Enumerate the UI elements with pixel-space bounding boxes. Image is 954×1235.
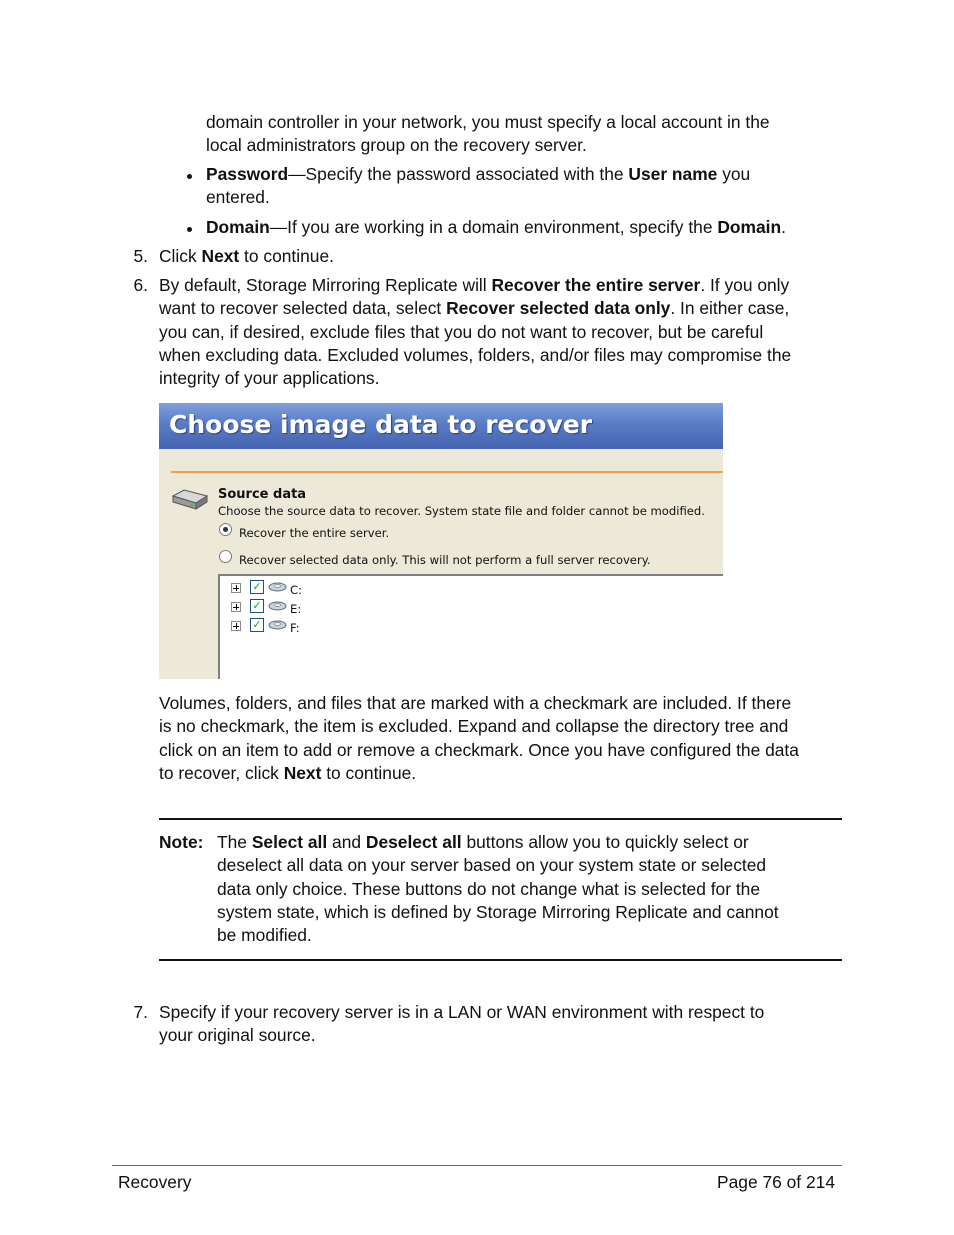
note-label: Note: — [159, 832, 204, 852]
step-6-line-1-end: . If you only — [700, 275, 790, 295]
recover-entire-radio[interactable] — [219, 523, 232, 536]
tree-item-e[interactable] — [220, 598, 420, 616]
step-5-number: 5. — [133, 246, 148, 266]
recovery-wizard-screenshot — [159, 403, 723, 679]
drive-label: C: — [290, 583, 303, 597]
after-line-4: to recover, click — [159, 762, 284, 783]
note-line-1-end: buttons allow you to quickly select or — [461, 832, 749, 852]
intro-paragraph — [206, 111, 770, 158]
after-line-4-end: to continue. — [321, 762, 417, 783]
expand-icon[interactable] — [231, 621, 241, 631]
step-5-text: Click — [159, 246, 202, 266]
checkmark-paragraph — [159, 692, 799, 785]
bullet-dot — [187, 227, 192, 232]
expand-icon[interactable] — [231, 602, 241, 612]
step-6-line-2: want to recover selected data, select — [159, 298, 447, 319]
tree-item-c[interactable] — [220, 579, 420, 597]
drive-label: E: — [290, 602, 302, 616]
note-line-1: The — [217, 832, 252, 852]
checkbox-checked-icon[interactable]: ✓ — [250, 618, 264, 632]
step-5 — [159, 245, 334, 268]
checkbox-checked-icon[interactable]: ✓ — [250, 599, 264, 613]
checkbox-checked-icon[interactable]: ✓ — [250, 580, 264, 594]
password-text-end: you — [717, 164, 751, 184]
hard-drive-icon — [170, 488, 210, 514]
footer-rule — [112, 1165, 842, 1166]
wizard-title: Choose image data to recover — [169, 410, 593, 439]
note-line-1-and: and — [327, 832, 366, 852]
recover-entire-term: Recover the entire server — [491, 275, 701, 295]
select-all-term: Select all — [251, 832, 328, 852]
domain-term: Domain — [206, 217, 270, 237]
bullet-domain — [206, 216, 786, 239]
note-line-2: deselect all data on your server based on your system state or selected — [217, 855, 767, 876]
footer-page-number: Page 76 of 214 — [717, 1172, 835, 1192]
intro-line-1: domain controller in your network, you must specify a local account in the — [206, 112, 770, 132]
recover-selected-radio[interactable] — [219, 550, 232, 563]
note-line-3: data only choice. These buttons do not change what is selected for the — [217, 878, 761, 899]
next-term: Next — [201, 246, 240, 266]
disk-icon — [268, 620, 287, 630]
expand-icon[interactable] — [231, 583, 241, 593]
step-6-line-1: By default, Storage Mirroring Replicate will — [159, 275, 492, 295]
recover-selected-term: Recover selected data only — [446, 298, 671, 319]
disk-icon — [268, 601, 287, 611]
recover-selected-label: Recover selected data only. This will not perform a full server recovery. — [239, 553, 651, 567]
intro-line-2: local administrators group on the recovery server. — [206, 135, 587, 156]
password-term: Password — [206, 164, 289, 184]
note-line-5: be modified. — [217, 925, 312, 946]
bullet-password — [206, 163, 750, 210]
password-line-2: entered. — [206, 187, 270, 208]
domain-text-end: . — [781, 217, 786, 237]
wizard-header — [159, 403, 723, 449]
bullet-dot — [187, 174, 192, 179]
step-7-line-2: your original source. — [159, 1025, 316, 1046]
step-6-number: 6. — [133, 275, 148, 295]
after-line-2: is no checkmark, the item is excluded. Expand and collapse the directory tree and — [159, 716, 789, 737]
note-body — [217, 831, 779, 947]
domain-term-2: Domain — [717, 217, 782, 237]
after-line-1: Volumes, folders, and files that are marked with a checkmark are included. If there — [159, 693, 792, 713]
note-line-4: system state, which is defined by Storage Mirroring Replicate and cannot — [217, 901, 779, 922]
step-7-line-1: Specify if your recovery server is in a LAN or WAN environment with respect to — [159, 1002, 765, 1022]
user-name-term: User name — [628, 164, 718, 184]
next-term: Next — [283, 762, 322, 783]
deselect-all-term: Deselect all — [365, 832, 462, 852]
header-divider — [171, 471, 723, 473]
recover-entire-label: Recover the entire server. — [239, 526, 390, 540]
step-7-number: 7. — [133, 1002, 148, 1022]
password-text: —Specify the password associated with the — [288, 164, 629, 184]
domain-text: —If you are working in a domain environment, specify the — [269, 217, 718, 237]
footer-section: Recovery — [118, 1172, 192, 1192]
drive-label: F: — [290, 621, 300, 635]
step-7 — [159, 1001, 764, 1048]
volume-tree — [218, 574, 723, 679]
step-6-line-5: integrity of your applications. — [159, 368, 380, 389]
tree-item-f[interactable] — [220, 617, 420, 635]
step-6 — [159, 274, 791, 390]
disk-icon — [268, 582, 287, 592]
step-6-line-2-end: . In either case, — [670, 298, 790, 319]
step-5-text-end: to continue. — [239, 246, 334, 266]
note-top-rule — [159, 818, 842, 820]
step-6-line-4: when excluding data. Excluded volumes, folders, and/or files may compromise the — [159, 344, 792, 365]
after-line-3: click on an item to add or remove a checkmark. Once you have configured the data — [159, 739, 799, 760]
note-bottom-rule — [159, 959, 842, 961]
source-data-description: Choose the source data to recover. System state file and folder cannot be modified. — [218, 504, 705, 518]
source-data-heading: Source data — [218, 487, 307, 502]
step-6-line-3: you can, if desired, exclude files that you do not want to recover, but be careful — [159, 321, 764, 342]
